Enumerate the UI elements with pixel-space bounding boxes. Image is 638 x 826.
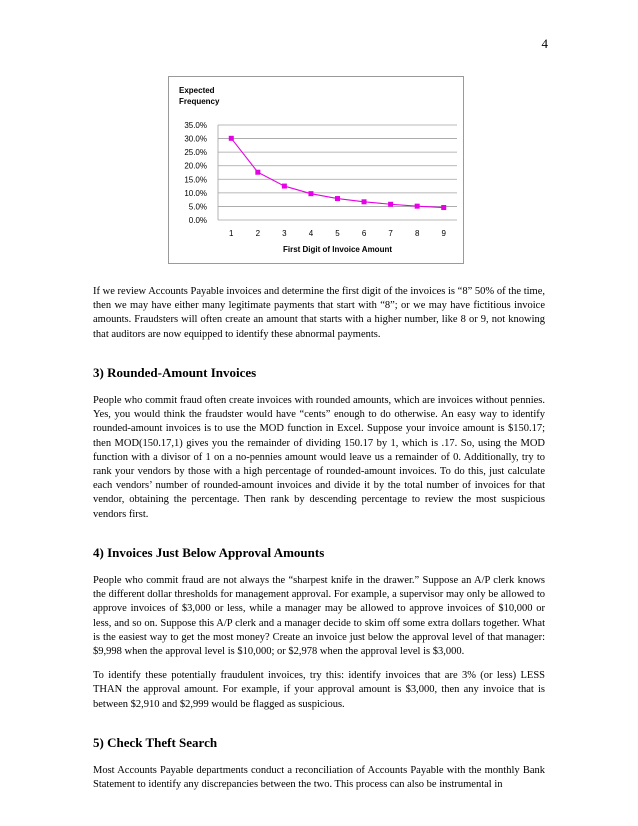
x-tick-label: 4 <box>308 229 314 238</box>
section-3-heading: 3) Rounded-Amount Invoices <box>93 364 257 380</box>
y-tick-label: 30.0% <box>184 134 207 144</box>
x-tick-label: 9 <box>441 229 446 238</box>
y-tick-label: 15.0% <box>184 175 207 185</box>
section-3-paragraph: People who commit fraud often create invoices with rounded amounts, which are invoices without pennies. Yes, you would think the fraudster would have “cents” enough to do otherwise. An easy way to identify rounded-amount invoices is to use the MOD function in Excel. Suppose your invoice amount is $150.17; then MOD(150.17,1) gives you the remainder of dividing 150.17 by 1, which is .17. So, using the MOD function with a divisor of 1 on a no-pennies amount would leave us a remainder of 0. Additionally, try to rank your vendors by those with a high percentage of rounded-amount invoices. To do this, just calculate each vendors’ number of rounded-amount invoices and divide it by the total number of invoices for that vendor, obtaining the percentage. Then rank by descending percentage to review the most suspicious vendors first. <box>93 395 545 520</box>
data-point <box>335 196 340 201</box>
data-point <box>362 199 367 204</box>
data-point <box>229 136 234 141</box>
y-tick-label: 5.0% <box>188 202 207 212</box>
section-4-heading: 4) Invoices Just Below Approval Amounts <box>93 544 325 560</box>
section-5-heading: 5) Check Theft Search <box>93 734 218 750</box>
x-tick-label: 6 <box>361 229 367 238</box>
x-tick-label: 8 <box>414 229 420 238</box>
section-4-paragraph-1: People who commit fraud are not always the “sharpest knife in the drawer.” Suppose an A/P clerk knows the different dollar thresholds for management approval. For example, a supervisor may only be allowed to approve invoices of $3,000 or less, while a manager may be allowed to approve invoices of $10,000 or less, and so on. Suppose this A/P clerk and a manager decide to skim off some extra dollars together. What is the easiest way to get the most money? Create an invoice just below the approval level of that manager: $9,998 when the approval level is $10,000; or $2,978 when the approval level is $3,000. <box>93 575 545 658</box>
x-tick-label: 1 <box>229 229 234 238</box>
y-tick-label: 35.0% <box>184 121 207 130</box>
benford-chart <box>168 76 464 264</box>
y-axis-title-line-2: Frequency <box>179 97 220 106</box>
data-point <box>415 204 420 209</box>
section-4-paragraph-2: To identify these potentially fraudulent invoices, try this: identify invoices that are 3% (or less) LESS THAN the approval amount. For example, if your approval amount is $3,000, then any invoice that is between $2,910 and $2,999 would be flagged as suspicious. <box>93 670 545 710</box>
x-axis-title: First Digit of Invoice Amount <box>282 245 393 254</box>
page-number: 4 <box>541 36 548 51</box>
data-point <box>282 184 287 189</box>
section-5-paragraph: Most Accounts Payable departments conduct a reconciliation of Accounts Payable with the monthly Bank Statement to identify any discrepancies between the two. This process can also be instrumental in <box>93 765 545 791</box>
data-point <box>255 170 260 175</box>
x-tick-label: 5 <box>335 229 340 238</box>
data-point <box>441 205 446 210</box>
x-tick-label: 7 <box>388 229 393 238</box>
y-axis-title-line-1: Expected <box>179 86 215 95</box>
y-tick-label: 20.0% <box>184 161 207 171</box>
x-tick-label: 2 <box>255 229 261 238</box>
intro-paragraph: If we review Accounts Payable invoices and determine the first digit of the invoices is “8” 50% of the time, then we may have either many legitimate payments that start with “8”; or we may have fictitious invoice amounts. Fraudsters will often create an amount that starts with a higher number, like 8 or 9, not knowing that auditors are now equipped to identify these abnormal payments. <box>93 286 545 340</box>
chart-svg <box>169 77 463 263</box>
data-point <box>308 191 313 196</box>
document-body <box>93 285 545 802</box>
x-tick-label: 3 <box>282 229 287 238</box>
y-tick-label: 25.0% <box>184 148 207 158</box>
y-tick-label: 0.0% <box>188 216 207 225</box>
data-point <box>388 202 393 207</box>
y-tick-label: 10.0% <box>184 188 207 198</box>
